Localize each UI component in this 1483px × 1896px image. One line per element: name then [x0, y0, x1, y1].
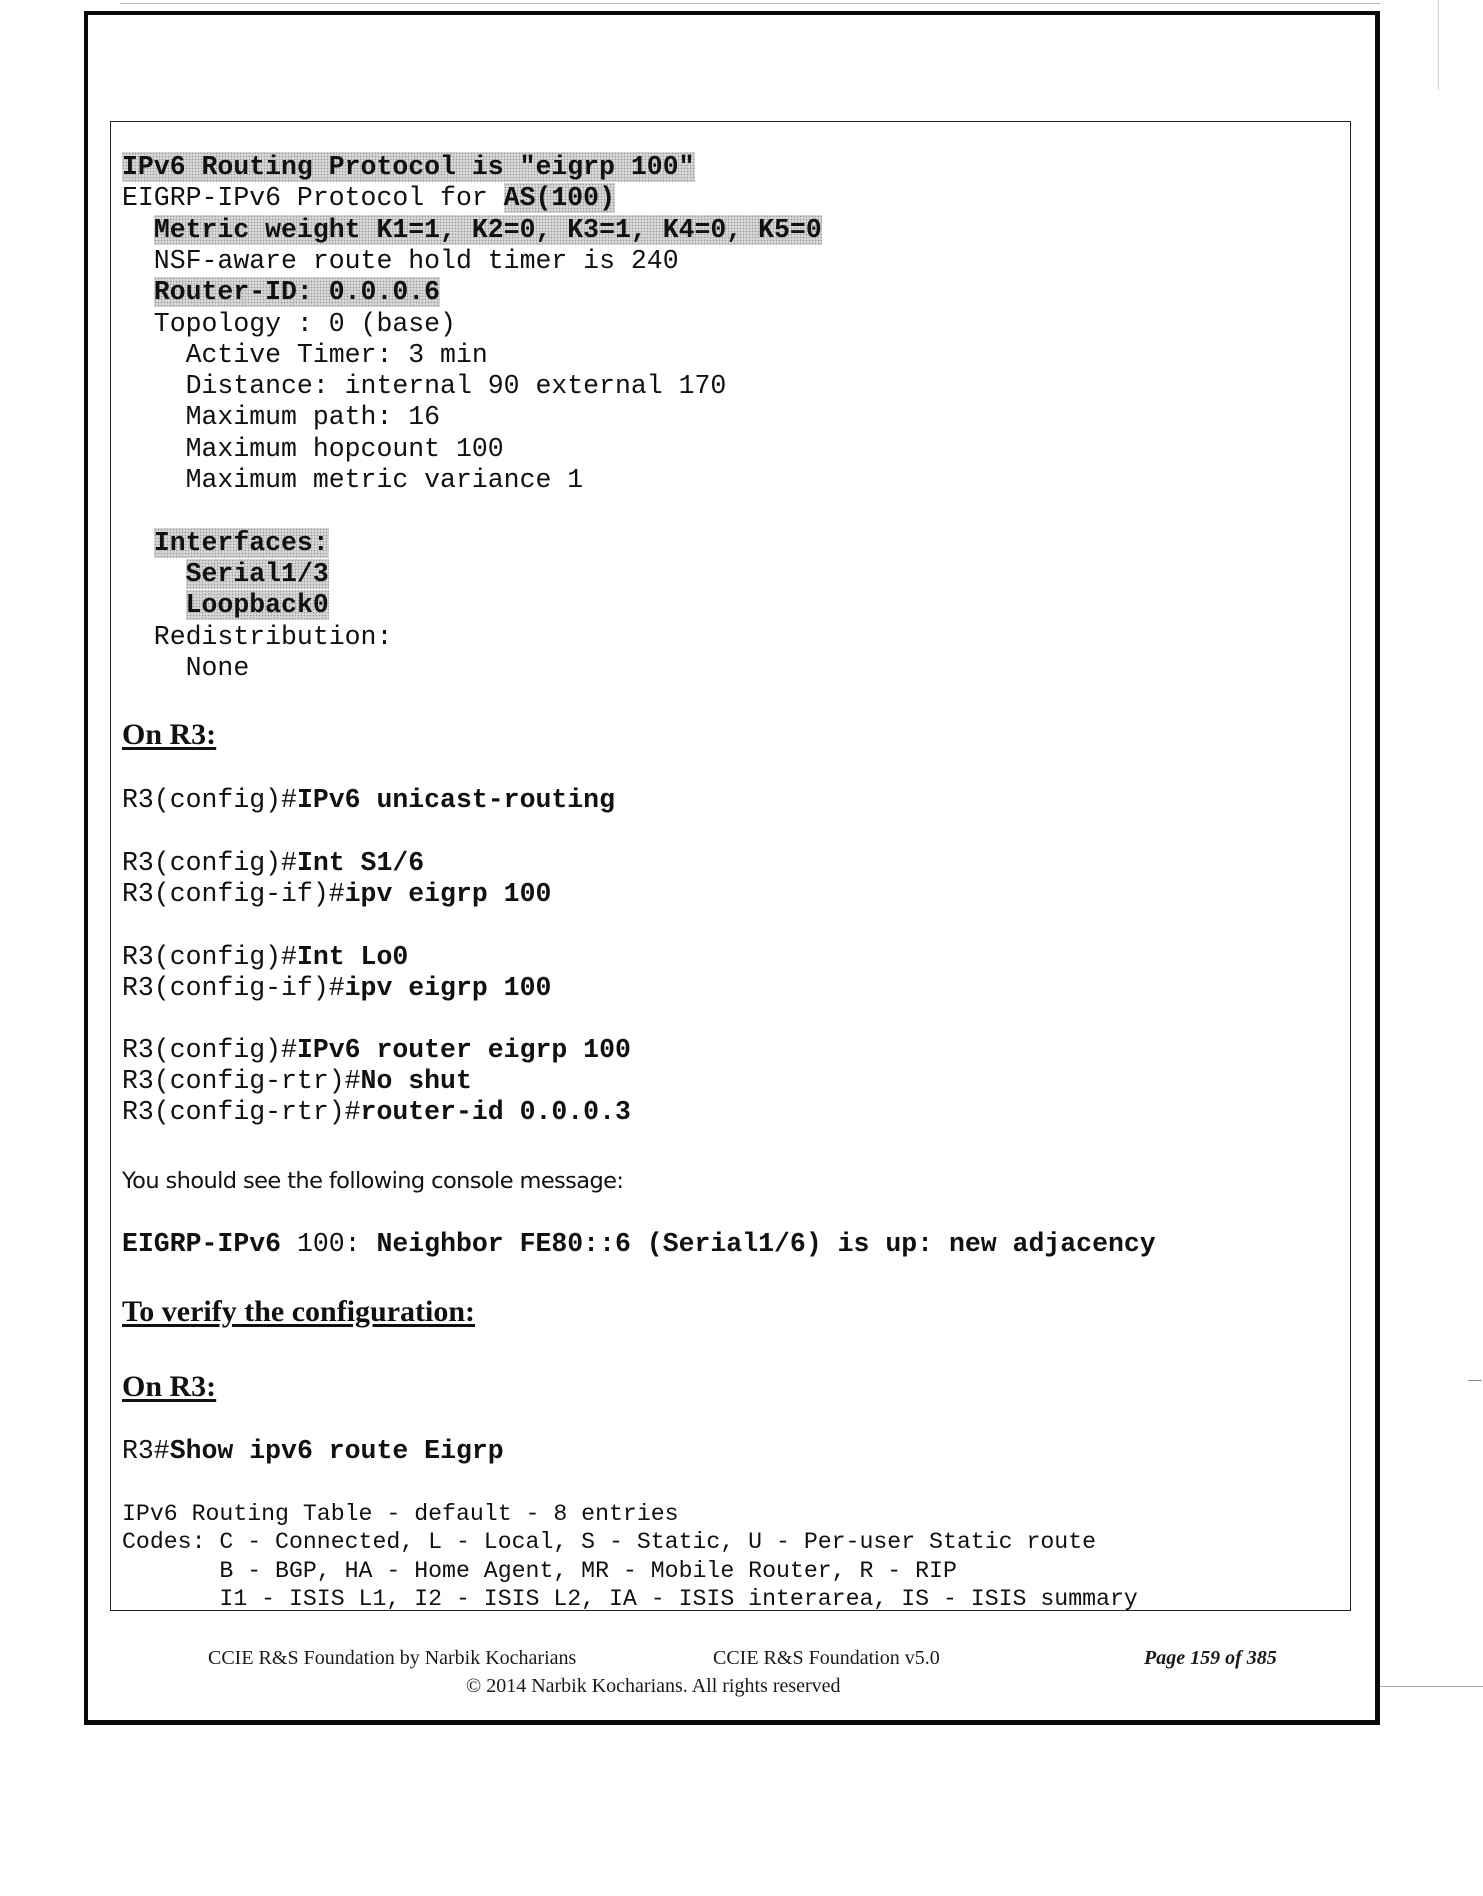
scan-edge-right-mid [1468, 1380, 1482, 1381]
cli-prompt: R3(config-if)# [122, 879, 345, 909]
output-text [122, 559, 186, 589]
cli-command: IPv6 unicast-routing [296, 785, 615, 815]
cli-command: IPv6 router eigrp 100 [296, 1035, 631, 1065]
eigrp-output-line [122, 590, 329, 621]
eigrp-output-line [122, 246, 679, 277]
output-text [122, 277, 154, 307]
cli-command: ipv eigrp 100 [344, 879, 552, 909]
config-command-line [122, 973, 551, 1004]
output-text: Active Timer: 3 min [122, 339, 488, 370]
eigrp-output-line [122, 309, 456, 340]
config-command-line [122, 879, 551, 910]
footer-version: CCIE R&S Foundation v5.0 [713, 1647, 940, 1669]
eigrp-output-line [122, 465, 583, 496]
config-command-line [122, 1066, 472, 1097]
config-command-line [122, 1035, 631, 1066]
output-text [122, 215, 154, 245]
route-output-line: I1 - ISIS L1, I2 - ISIS L2, IA - ISIS interarea, IS - ISIS summary [122, 1585, 1138, 1612]
config-command-line [122, 785, 615, 816]
eigrp-output-line [122, 528, 329, 559]
heading-on-r3-verify: On R3: [122, 1370, 217, 1403]
eigrp-output-line [122, 152, 695, 183]
highlighted-text: Serial1/3 [185, 558, 329, 589]
highlighted-text: Metric weight K1=1, K2=0, K3=1, K4=0, K5=0 [153, 214, 822, 245]
cli-command: No shut [360, 1066, 472, 1096]
heading-verify-configuration: To verify the configuration: [122, 1295, 476, 1328]
output-text: NSF-aware route hold timer is 240 [122, 245, 679, 276]
output-text: Maximum hopcount 100 [122, 433, 504, 464]
highlighted-text: IPv6 Routing Protocol is "eigrp 100" [122, 152, 695, 182]
highlighted-text: Router-ID: 0.0.0.6 [153, 277, 441, 308]
show-route-text: Show ipv6 route Eigrp [169, 1436, 504, 1466]
cli-prompt: R3(config)# [122, 942, 297, 972]
output-text: Maximum metric variance 1 [122, 465, 584, 495]
config-command-line [122, 1097, 631, 1128]
output-text [122, 590, 186, 620]
config-command-line [122, 848, 424, 879]
cli-prompt: R3(config-if)# [122, 973, 345, 1003]
output-text: Topology : 0 (base) [122, 308, 456, 339]
output-text: EIGRP-IPv6 Protocol for [122, 183, 504, 214]
eigrp-output-line [122, 559, 329, 590]
cli-prompt: R3(config-rtr)# [122, 1097, 361, 1127]
eigrp-output-line [122, 434, 504, 465]
cli-prompt: R3(config)# [122, 1035, 297, 1065]
eigrp-output-line [122, 215, 822, 246]
eigrp-output-line [122, 653, 249, 684]
heading-on-r3: On R3: [122, 718, 217, 751]
route-output-line: B - BGP, HA - Home Agent, MR - Mobile Router, R - RIP [122, 1557, 957, 1584]
output-text [122, 528, 154, 558]
cli-prompt: R3(config)# [122, 785, 297, 815]
scan-edge-bottom-right [1380, 1686, 1483, 1687]
scan-edge-right-top [1438, 0, 1439, 90]
scan-edge-top [120, 3, 1380, 4]
console-message-text: Neighbor FE80::6 (Serial1/6) is up: new adjacency [376, 1229, 1156, 1259]
console-message [122, 1229, 1156, 1260]
show-route-prompt: R3# [122, 1436, 170, 1466]
footer-page-number: Page 159 of 385 [1144, 1647, 1277, 1669]
highlighted-text: Interfaces: [153, 527, 329, 558]
cli-command: Int Lo0 [296, 942, 409, 972]
highlighted-text: AS(100) [503, 183, 615, 214]
route-output-line: IPv6 Routing Table - default - 8 entries [122, 1501, 679, 1527]
output-text: Maximum path: 16 [122, 402, 441, 433]
config-command-line [122, 942, 408, 973]
console-message-prefix: EIGRP-IPv6 [122, 1229, 297, 1259]
eigrp-output-line [122, 402, 440, 433]
cli-argument: 0.0.0.3 [503, 1097, 631, 1127]
console-message-note: You should see the following console message: [122, 1168, 624, 1194]
eigrp-output-line [122, 371, 726, 402]
cli-command: router-id [360, 1097, 504, 1127]
cli-prompt: R3(config-rtr)# [122, 1066, 361, 1096]
output-text: None [122, 652, 250, 683]
eigrp-output-line [122, 622, 392, 653]
cli-command: ipv eigrp 100 [344, 973, 552, 1003]
cli-command: Int S1/6 [296, 848, 425, 878]
route-output-line: Codes: C - Connected, L - Local, S - Static, U - Per-user Static route [122, 1529, 1097, 1556]
eigrp-output-line [122, 340, 488, 371]
footer-copyright: © 2014 Narbik Kocharians. All rights reserved [466, 1675, 841, 1697]
output-text: Redistribution: [122, 621, 393, 652]
output-text: Distance: internal 90 external 170 [122, 371, 727, 402]
eigrp-output-line [122, 183, 615, 214]
highlighted-text: Loopback0 [185, 590, 329, 621]
footer-book-title: CCIE R&S Foundation by Narbik Kocharians [208, 1647, 577, 1669]
cli-prompt: R3(config)# [122, 848, 297, 878]
console-message-as: 100: [296, 1229, 377, 1259]
show-route-command [122, 1436, 504, 1467]
eigrp-output-line [122, 277, 440, 308]
